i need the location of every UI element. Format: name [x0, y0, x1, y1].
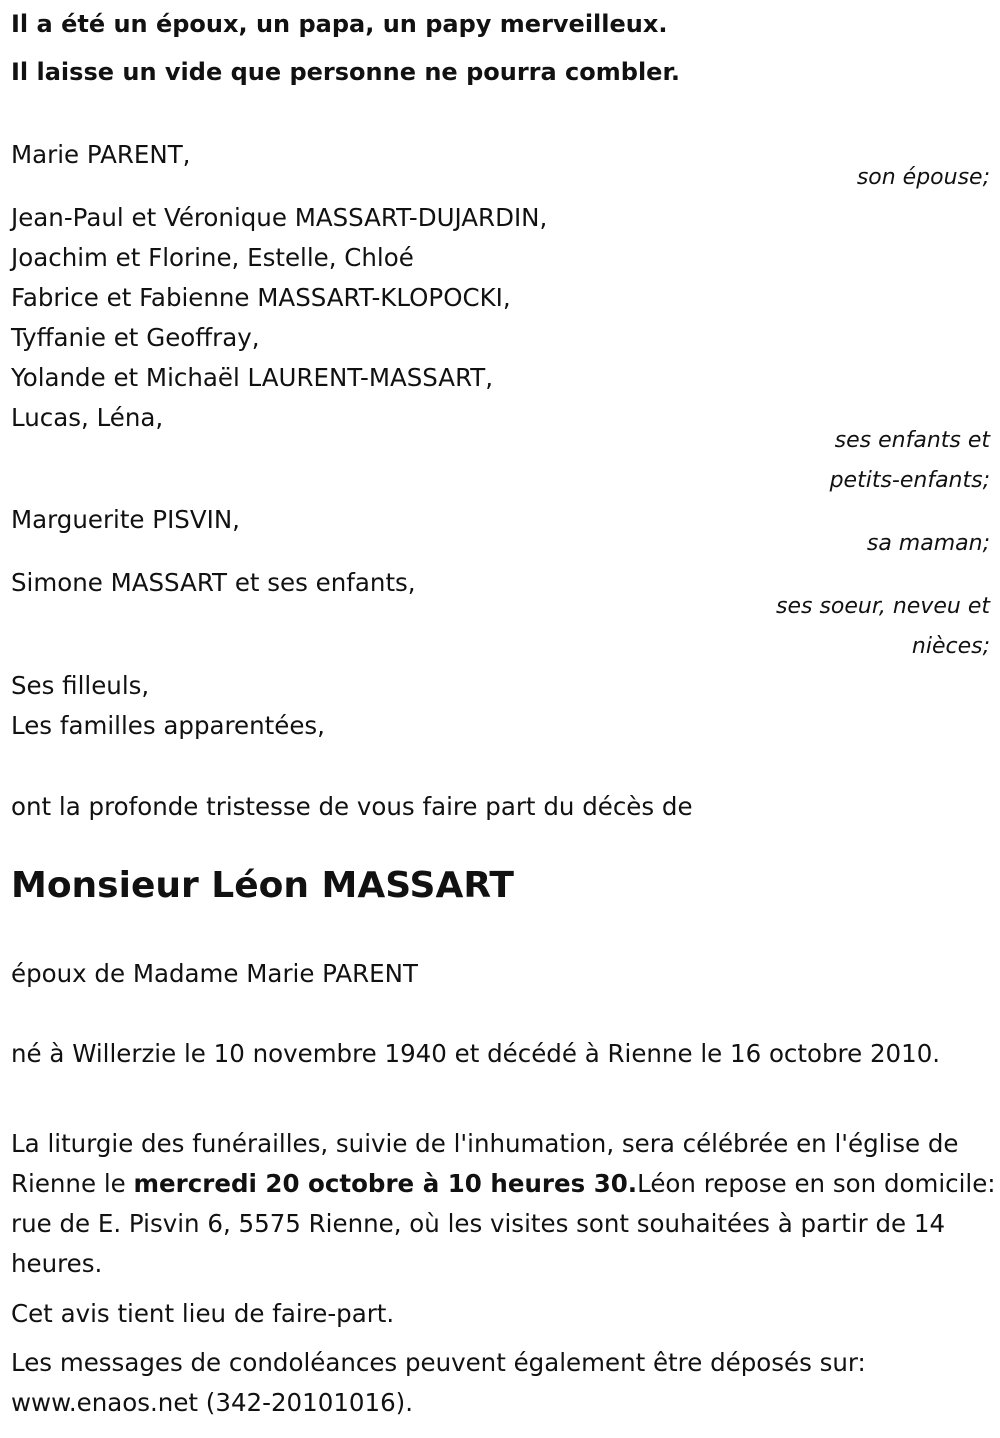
condolences-text: Les messages de condoléances peuvent également être déposés sur: www.enaos.net (342-20101016). [11, 1348, 866, 1417]
spouse-role: son épouse; [856, 165, 990, 190]
funeral-text-after: Léon repose en son domicile: rue de E. Pisvin 6, 5575 Rienne, où les visites sont souhaitées à partir de 14 heures. [11, 1169, 996, 1278]
list-item: Les familles apparentées, [11, 711, 325, 740]
list-item: Lucas, Léna, [11, 403, 164, 432]
list-item: Ses filleuls, [11, 671, 150, 700]
notice-text: Cet avis tient lieu de faire-part. [11, 1299, 395, 1328]
list-item: Fabrice et Fabienne MASSART-KLOPOCKI, [11, 283, 511, 312]
funeral-datetime: mercredi 20 octobre à 10 heures 30. [133, 1169, 638, 1198]
sister-role-line-1: ses soeur, neveu et [776, 594, 990, 619]
sister-role-line-2: nièces; [911, 634, 990, 659]
list-item: Tyffanie et Geoffray, [11, 323, 260, 352]
children-role-line-2: petits-enfants; [829, 468, 990, 493]
list-item: Joachim et Florine, Estelle, Chloé [11, 243, 414, 272]
children-role-line-1: ses enfants et [834, 428, 990, 453]
sister-name: Simone MASSART et ses enfants, [11, 568, 416, 597]
others-list [11, 666, 325, 746]
list-item: Jean-Paul et Véronique MASSART-DUJARDIN, [11, 203, 548, 232]
funeral-paragraph [11, 1124, 996, 1284]
list-item: Yolande et Michaël LAURENT-MASSART, [11, 363, 494, 392]
funeral-text-before: La liturgie des funérailles, suivie de l'inhumation, sera célébrée en l'église de Rienne le [11, 1129, 959, 1198]
intro-line-2: Il laisse un vide que personne ne pourra combler. [11, 58, 680, 86]
spouse-name: Marie PARENT, [11, 140, 191, 169]
deceased-name: Monsieur Léon MASSART [11, 865, 514, 906]
intro-line-1: Il a été un époux, un papa, un papy merveilleux. [11, 10, 668, 38]
announcement-text: ont la profonde tristesse de vous faire part du décès de [11, 792, 693, 821]
spouse-of-text: époux de Madame Marie PARENT [11, 959, 418, 988]
mother-role: sa maman; [866, 531, 990, 556]
birth-death-text: né à Willerzie le 10 novembre 1940 et décédé à Rienne le 16 octobre 2010. [11, 1039, 941, 1068]
mother-name: Marguerite PISVIN, [11, 505, 240, 534]
children-list [11, 198, 547, 438]
